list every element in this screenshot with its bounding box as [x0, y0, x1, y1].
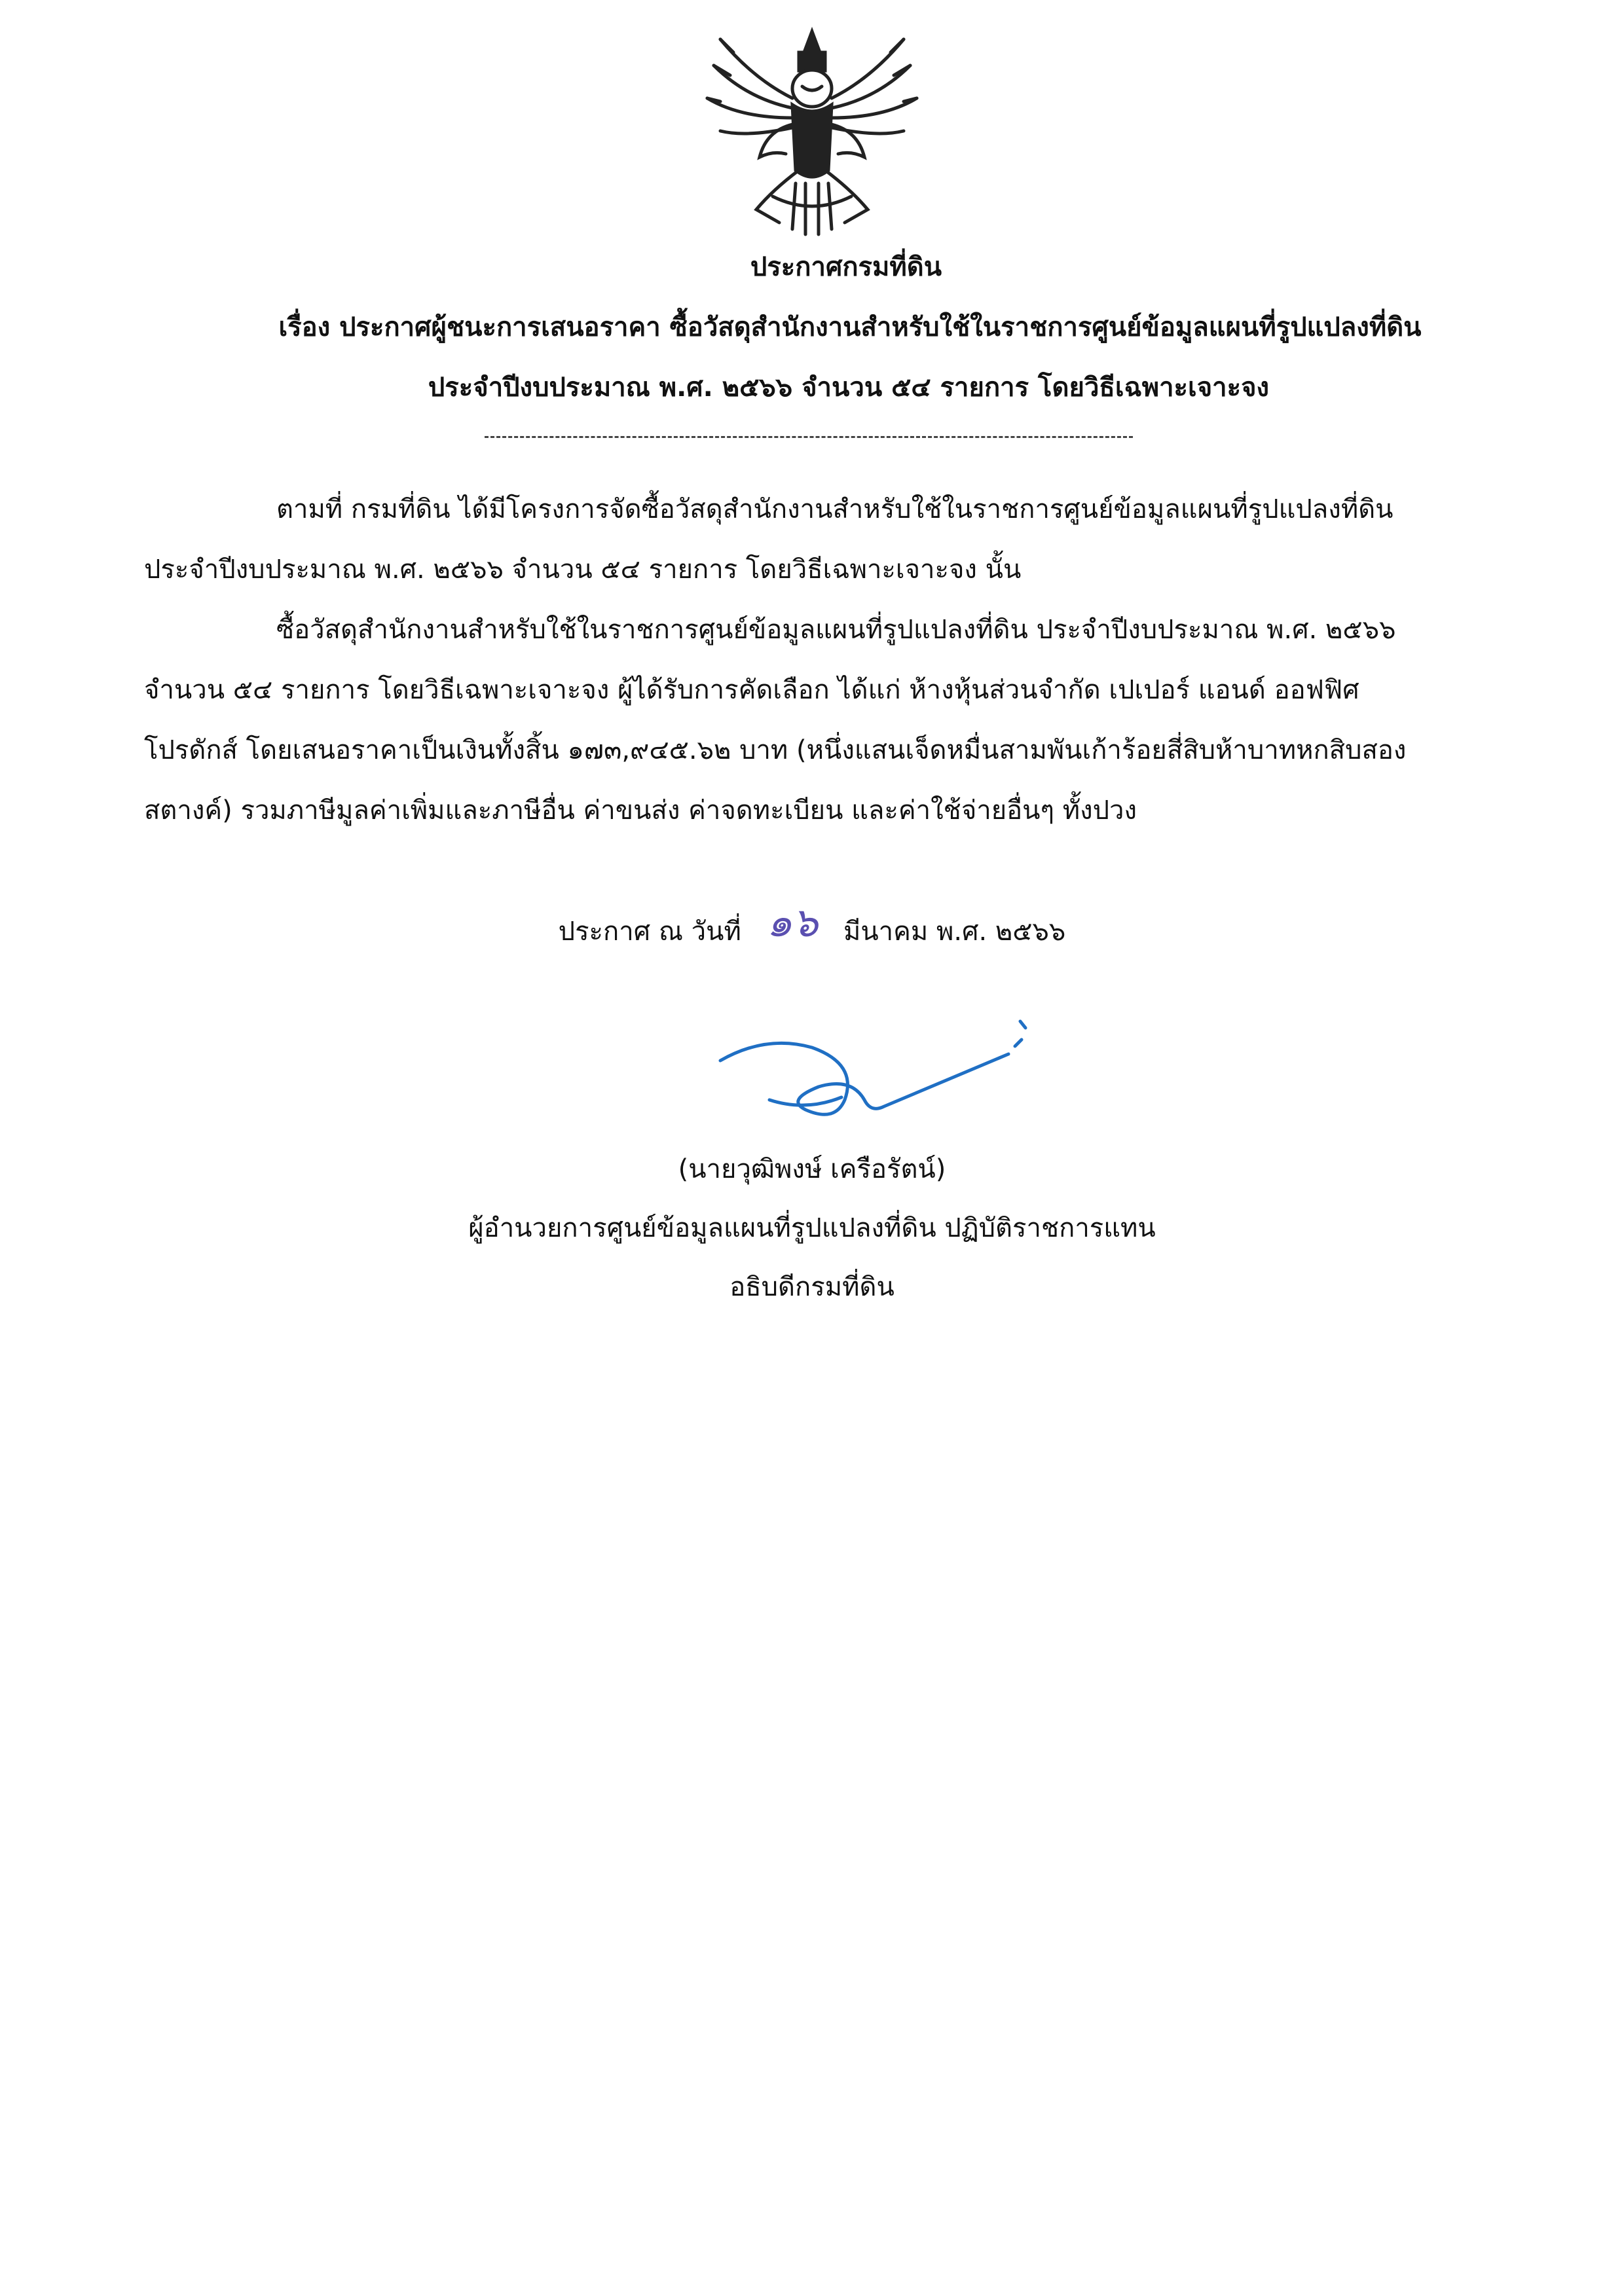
paragraph-2-line-3: โปรดักส์ โดยเสนอราคาเป็นเงินทั้งสิ้น ๑๗๓,๙๔๕.๖๒ บาท (หนึ่งแสนเจ็ดหมื่นสามพันเก้าร้อยสี่สิบห้าบาทหกสิบสอง [144, 735, 1407, 765]
paragraph-2-line-2: จำนวน ๕๔ รายการ โดยวิธีเฉพาะเจาะจง ผู้ได้รับการคัดเลือก ได้แก่ ห้างหุ้นส่วนจำกัด เปเปอร์ แอนด์ ออฟฟิศ [144, 675, 1359, 705]
handwritten-day: ๑๖ [766, 898, 819, 946]
subject-line-1: เรื่อง ประกาศผู้ชนะการเสนอราคา ซื้อวัสดุสำนักงานสำหรับใช้ในราชการศูนย์ข้อมูลแผนที่รูปแปลงที่ดิน [278, 312, 1422, 342]
handwritten-signature [707, 1008, 1048, 1133]
paragraph-2-line-4: สตางค์) รวมภาษีมูลค่าเพิ่มและภาษีอื่น ค่าขนส่ง ค่าจดทะเบียน และค่าใช้จ่ายอื่นๆ ทั้งปวง [144, 795, 1137, 826]
subject-line-2: ประจำปีงบประมาณ พ.ศ. ๒๕๖๖ จำนวน ๕๔ รายการ โดยวิธีเฉพาะเจาะจง [428, 373, 1270, 403]
date-prefix: ประกาศ ณ วันที่ [558, 917, 741, 947]
signatory-position-line-1: ผู้อำนวยการศูนย์ข้อมูลแผนที่รูปแปลงที่ดิน ปฏิบัติราชการแทน [468, 1213, 1156, 1243]
announcement-title: ประกาศกรมที่ดิน [750, 252, 942, 282]
date-suffix: มีนาคม พ.ศ. ๒๕๖๖ [843, 917, 1066, 947]
signatory-position-line-2: อธิบดีกรมที่ดิน [729, 1272, 895, 1302]
paragraph-2-line-1: ซื้อวัสดุสำนักงานสำหรับใช้ในราชการศูนย์ข้อมูลแผนที่รูปแปลงที่ดิน ประจำปีงบประมาณ พ.ศ. ๒๕๖๖ [276, 615, 1396, 645]
garuda-emblem-icon [694, 26, 930, 242]
announcement-date [0, 898, 1624, 951]
signatory-name: (นายวุฒิพงษ์ เครือรัตน์) [678, 1154, 946, 1184]
paragraph-1-line-1: ตามที่ กรมที่ดิน ได้มีโครงการจัดซื้อวัสดุสำนักงานสำหรับใช้ในราชการศูนย์ข้อมูลแผนที่รูปแปลงที่ดิน [276, 494, 1393, 524]
separator-line [485, 436, 1133, 438]
paragraph-1-line-2: ประจำปีงบประมาณ พ.ศ. ๒๕๖๖ จำนวน ๕๔ รายการ โดยวิธีเฉพาะเจาะจง นั้น [144, 555, 1022, 585]
